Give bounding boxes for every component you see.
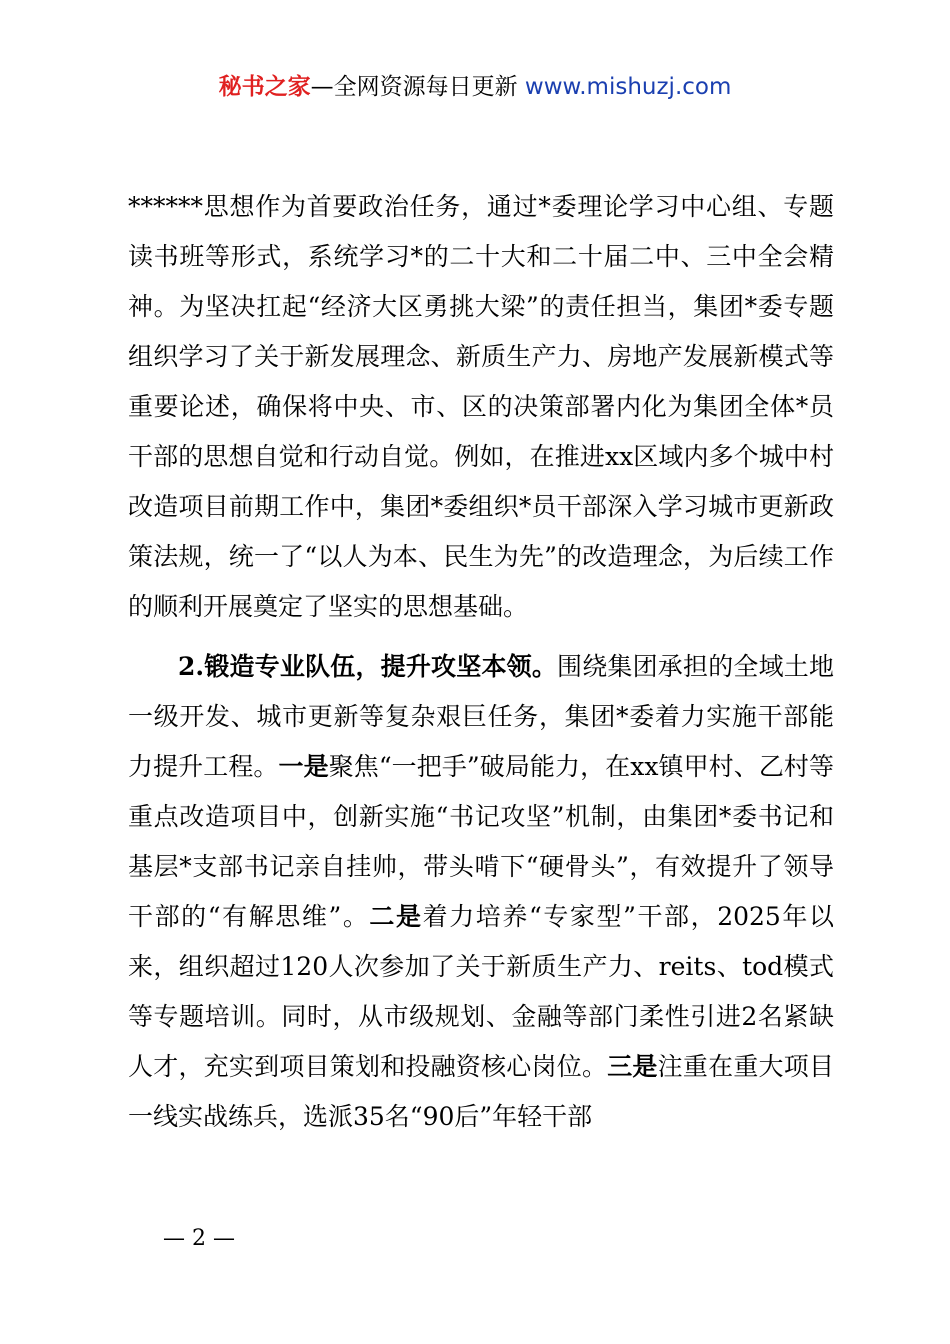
paragraph-1-text: ******思想作为首要政治任务，通过*委理论学习中心组、专题读书班等形式，系统学习*的二十大和二十届二中、三中全会精神。为坚决扛起“经济大区勇挑大梁”的责任担当，集团*委专题组织学习了关于新发展理念、新质生产力、房地产发展新模式等重要论述，确保将中央、市、区的决策部署内化为集团全体*员干部的思想自觉和行动自觉。例如，在推进xx区域内多个城中村改造项目前期工作中，集团*委组织*员干部深入学习城市更新政策法规，统一了“以人为本、民生为先”的改造理念，为后续工作的顺利开展奠定了坚实的思想基础。	[128, 192, 834, 621]
document-header	[0, 70, 950, 104]
point-1-label: 一是	[278, 752, 329, 781]
section-heading: 2.锻造专业队伍，提升攻坚本领。	[178, 652, 558, 681]
point-3-label: 三是	[607, 1052, 658, 1081]
site-url-link[interactable]: www.mishuzj.com	[524, 74, 732, 100]
page-number: — 2 —	[163, 1226, 235, 1251]
paragraph-1	[128, 182, 834, 632]
point-2-label: 二是	[369, 902, 423, 931]
brand-name: 秘书之家	[218, 74, 311, 100]
point-3-text: 注重在重大项目一线实战练兵，选派35名“90后”年轻干部	[128, 1052, 834, 1131]
document-body	[128, 182, 834, 1142]
header-slogan: —全网资源每日更新	[310, 74, 525, 100]
paragraph-2-intro: 围绕集团承担的全域土地一级开发、城市更新等复杂艰巨任务，集团*委着力实施干部能力提升工程。	[128, 652, 834, 781]
point-1-text: 聚焦“一把手”破局能力，在xx镇甲村、乙村等重点改造项目中，创新实施“书记攻坚”机制，由集团*委书记和基层*支部书记亲自挂帅，带头啃下“硬骨头”，有效提升了领导干部的“有解思维”。	[128, 752, 834, 931]
point-2-text: 着力培养“专家型”干部，2025年以来，组织超过120人次参加了关于新质生产力、reits、tod模式等专题培训。同时，从市级规划、金融等部门柔性引进2名紧缺人才，充实到项目策划和投融资核心岗位。	[128, 902, 834, 1081]
paragraph-2	[128, 642, 834, 1142]
